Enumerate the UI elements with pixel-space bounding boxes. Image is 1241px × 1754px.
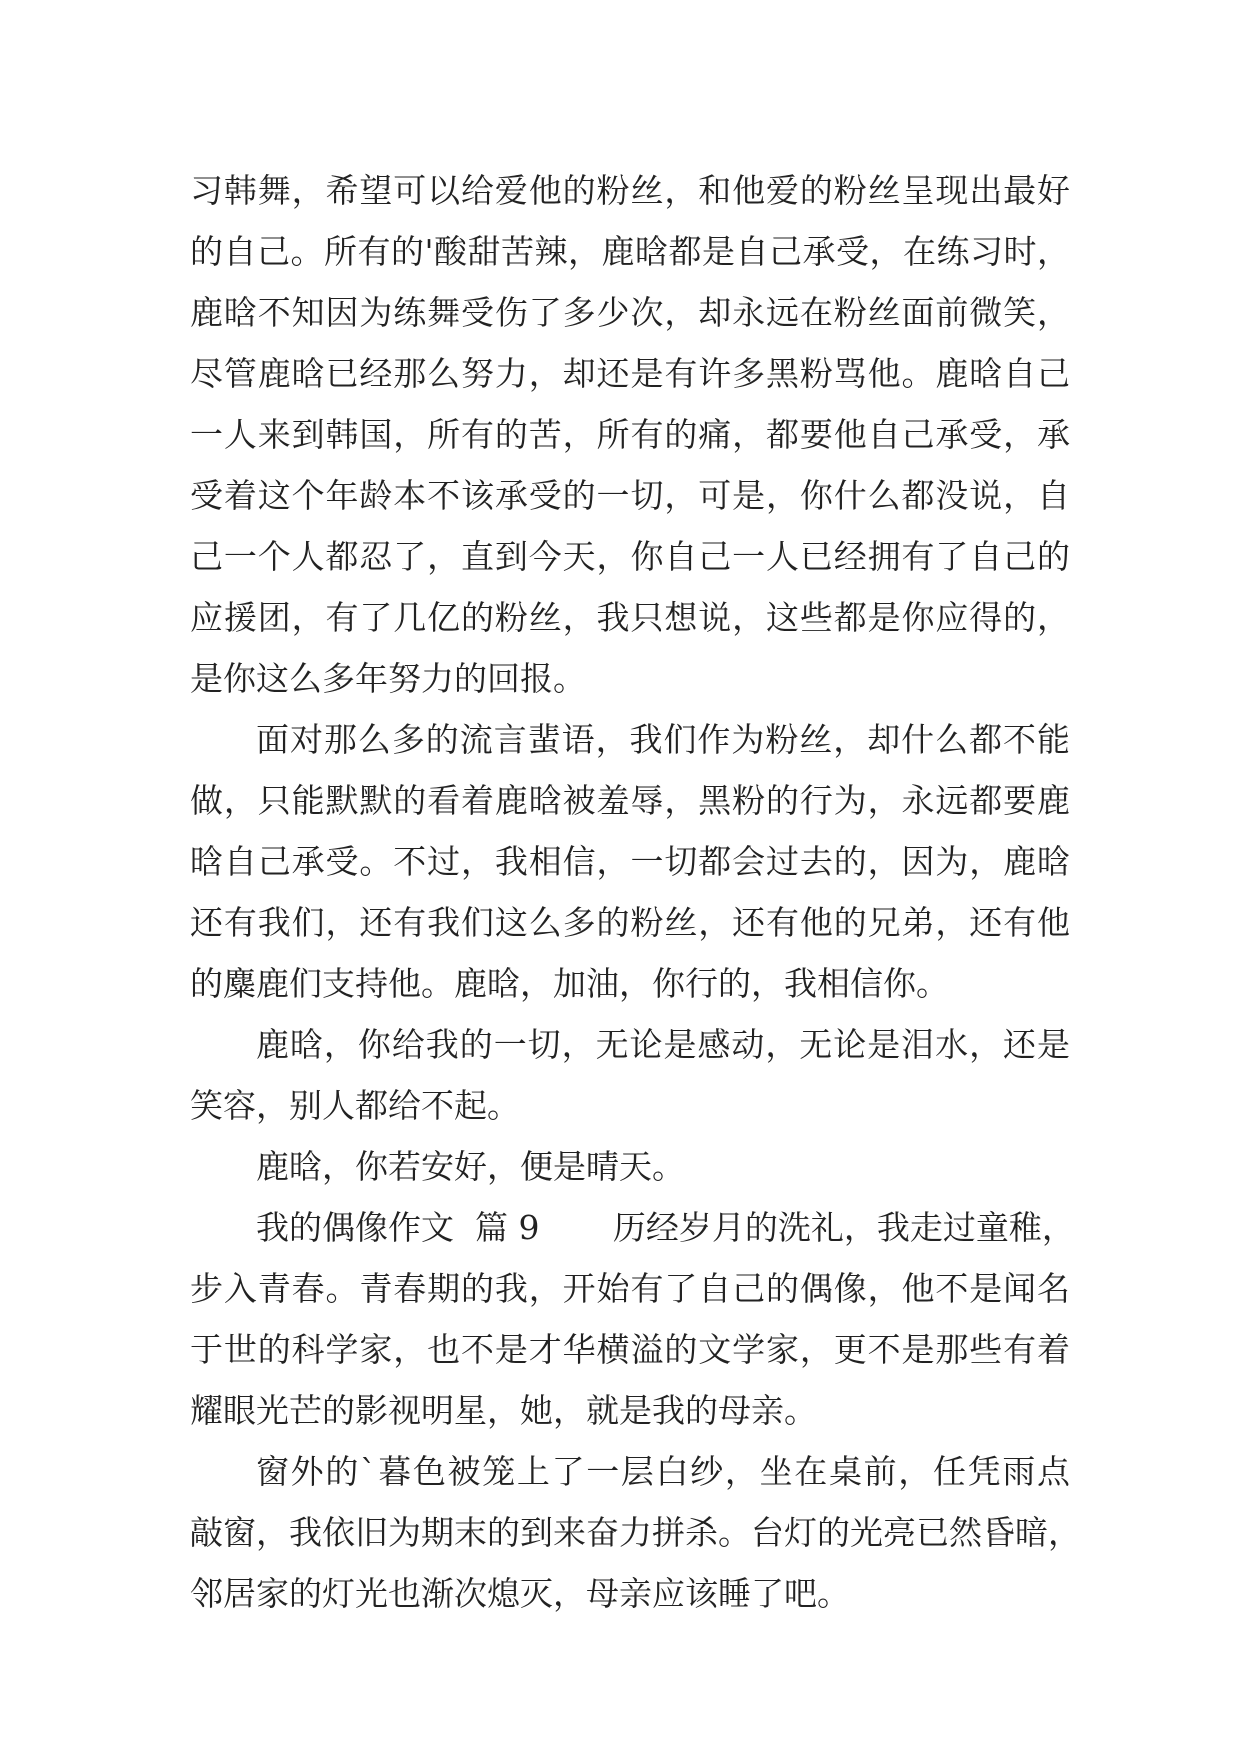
- text-line: 邻居家的灯光也渐次熄灭，母亲应该睡了吧。: [190, 1574, 850, 1613]
- paragraph-first-line: 鹿晗，你给我的一切，无论是感动，无论是泪水，还是: [256, 1025, 1070, 1064]
- text-line: 鹿晗不知因为练舞受伤了多少次，却永远在粉丝面前微笑，: [190, 293, 1070, 332]
- text-line: 尽管鹿晗已经那么努力，却还是有许多黑粉骂他。鹿晗自己: [190, 354, 1070, 393]
- text-line: 做，只能默默的看着鹿晗被羞辱，黑粉的行为，永远都要鹿: [190, 781, 1070, 820]
- document-body: [190, 160, 1081, 1624]
- text-line: 晗自己承受。不过，我相信，一切都会过去的，因为，鹿晗: [190, 842, 1070, 881]
- text-line: 笑容，别人都给不起。: [190, 1086, 520, 1125]
- text-line: 步入青春。青春期的我，开始有了自己的偶像，他不是闻名: [190, 1269, 1070, 1308]
- text-line: 受着这个年龄本不该承受的一切，可是，你什么都没说，自: [190, 476, 1070, 515]
- text-line: 习韩舞，希望可以给爱他的粉丝，和他爱的粉丝呈现出最好: [190, 171, 1070, 210]
- text-line: 是你这么多年努力的回报。: [190, 659, 586, 698]
- paragraph-first-line: 窗外的`暮色被笼上了一层白纱，坐在桌前，任凭雨点: [256, 1452, 1070, 1491]
- paragraph-first-line: 鹿晗，你若安好，便是晴天。: [256, 1147, 685, 1186]
- text-line: 敲窗，我依旧为期末的到来奋力拼杀。台灯的光亮已然昏暗，: [190, 1513, 1081, 1552]
- text-line: 应援团，有了几亿的粉丝，我只想说，这些都是你应得的，: [190, 598, 1070, 637]
- text-line: 于世的科学家，也不是才华横溢的文学家，更不是那些有着: [190, 1330, 1070, 1369]
- section-heading-line: 我的偶像作文 篇 9 历经岁月的洗礼，我走过童稚，: [256, 1208, 1075, 1247]
- text-line: 己一个人都忍了，直到今天，你自己一人已经拥有了自己的: [190, 537, 1070, 576]
- paragraph-first-line: 面对那么多的流言蜚语，我们作为粉丝，却什么都不能: [256, 720, 1070, 759]
- text-line: 的麋鹿们支持他。鹿晗，加油，你行的，我相信你。: [190, 964, 949, 1003]
- text-line: 耀眼光芒的影视明星，她，就是我的母亲。: [190, 1391, 817, 1430]
- text-line: 的自己。所有的'酸甜苦辣，鹿晗都是自己承受，在练习时，: [190, 232, 1070, 271]
- text-line: 还有我们，还有我们这么多的粉丝，还有他的兄弟，还有他: [190, 903, 1070, 942]
- text-line: 一人来到韩国，所有的苦，所有的痛，都要他自己承受，承: [190, 415, 1070, 454]
